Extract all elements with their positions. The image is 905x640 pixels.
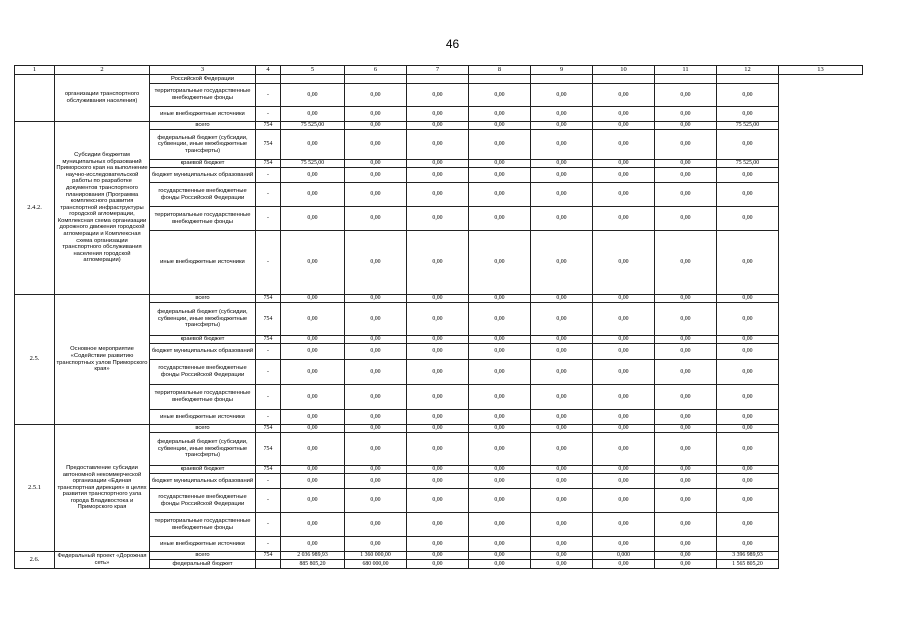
amount-cell: 0,00: [717, 84, 779, 107]
amount-cell: 0,00: [281, 360, 345, 385]
grbs-code: -: [256, 513, 281, 537]
amount-cell: 885 805,20: [281, 560, 345, 569]
amount-cell: 0,00: [345, 344, 407, 360]
amount-cell: 0,00: [281, 107, 345, 122]
amount-cell: 0,00: [407, 474, 469, 489]
funding-source: бюджет муниципальных образований: [150, 168, 256, 183]
amount-cell: 0,00: [407, 160, 469, 168]
amount-cell: 0,00: [593, 385, 655, 410]
amount-cell: 0,00: [655, 303, 717, 336]
amount-cell: 0,00: [469, 231, 531, 295]
grbs-code: 754: [256, 466, 281, 474]
funding-source: федеральный бюджет (субсидии, субвенции, иные межбюджетные трансферты): [150, 433, 256, 466]
amount-cell: 0,00: [281, 466, 345, 474]
amount-cell: 680 000,00: [345, 560, 407, 569]
amount-cell: 0,00: [531, 303, 593, 336]
funding-source: бюджет муниципальных образований: [150, 344, 256, 360]
grbs-code: 754: [256, 425, 281, 433]
amount-cell: 0,00: [655, 433, 717, 466]
section-name: Федеральный проект «Дорожная сеть»: [55, 552, 150, 569]
funding-source: территориальные государственные внебюджетные фонды: [150, 207, 256, 231]
amount-cell: 0,00: [593, 474, 655, 489]
amount-cell: 1 360 000,00: [345, 552, 407, 560]
amount-cell: 0,00: [655, 466, 717, 474]
amount-cell: 0,00: [345, 433, 407, 466]
amount-cell: 0,00: [593, 295, 655, 303]
section-name: Субсидии бюджетам муниципальных образований Приморского края на выполнение научно-исследовательской работы по разработке документов транспортного планирования (Программа комплексного развития транспортной инфраструктуры городской агломерации, Комплексная схема организации дорожного движения городской агломерации и Комплексная схема организации транспортного обслуживания населения городской агломерации): [55, 122, 150, 295]
amount-cell: 0,00: [531, 231, 593, 295]
amount-cell: 0,00: [407, 84, 469, 107]
grbs-code: -: [256, 168, 281, 183]
amount-cell: 0,00: [531, 552, 593, 560]
amount-cell: 0,00: [407, 130, 469, 160]
amount-cell: 0,00: [531, 107, 593, 122]
amount-cell: [407, 75, 469, 84]
amount-cell: 0,00: [655, 130, 717, 160]
amount-cell: 0,00: [407, 336, 469, 344]
amount-cell: 0,00: [655, 84, 717, 107]
amount-cell: 0,00: [717, 410, 779, 425]
amount-cell: 0,00: [469, 560, 531, 569]
budget-table: [14, 65, 863, 569]
grbs-code: -: [256, 231, 281, 295]
amount-cell: 0,00: [469, 160, 531, 168]
amount-cell: 0,00: [407, 344, 469, 360]
amount-cell: 0,00: [345, 183, 407, 207]
amount-cell: 0,00: [407, 207, 469, 231]
amount-cell: 0,00: [531, 537, 593, 552]
grbs-code: -: [256, 107, 281, 122]
grbs-code: -: [256, 537, 281, 552]
column-header: 8: [469, 66, 531, 75]
amount-cell: 0,00: [717, 295, 779, 303]
amount-cell: 0,00: [469, 183, 531, 207]
grbs-code: -: [256, 385, 281, 410]
amount-cell: 0,00: [531, 130, 593, 160]
amount-cell: 0,00: [717, 425, 779, 433]
funding-source: федеральный бюджет (субсидии, субвенции, иные межбюджетные трансферты): [150, 303, 256, 336]
amount-cell: 75 525,00: [281, 122, 345, 130]
amount-cell: [281, 75, 345, 84]
section-code: 2.6.: [15, 552, 55, 569]
amount-cell: 0,00: [407, 360, 469, 385]
amount-cell: 0,00: [407, 168, 469, 183]
amount-cell: 0,00: [345, 513, 407, 537]
amount-cell: 0,00: [717, 344, 779, 360]
amount-cell: 0,00: [593, 160, 655, 168]
column-header: 2: [55, 66, 150, 75]
amount-cell: 0,00: [655, 160, 717, 168]
amount-cell: 0,00: [345, 385, 407, 410]
grbs-code: 754: [256, 295, 281, 303]
funding-source: всего: [150, 425, 256, 433]
page-number: 46: [445, 37, 460, 51]
amount-cell: 0,00: [281, 425, 345, 433]
grbs-code: -: [256, 183, 281, 207]
funding-source: территориальные государственные внебюджетные фонды: [150, 385, 256, 410]
amount-cell: 0,00: [593, 336, 655, 344]
amount-cell: 0,00: [717, 130, 779, 160]
column-header: 4: [256, 66, 281, 75]
amount-cell: 0,00: [469, 489, 531, 513]
grbs-code: 754: [256, 122, 281, 130]
header-row: [15, 66, 863, 75]
amount-cell: 0,00: [655, 183, 717, 207]
amount-cell: 0,00: [407, 433, 469, 466]
amount-cell: 0,00: [345, 410, 407, 425]
grbs-code: 754: [256, 303, 281, 336]
amount-cell: 0,00: [281, 513, 345, 537]
amount-cell: 0,00: [281, 433, 345, 466]
amount-cell: 0,00: [655, 295, 717, 303]
grbs-code: 754: [256, 552, 281, 560]
amount-cell: 0,00: [655, 122, 717, 130]
amount-cell: 0,00: [593, 360, 655, 385]
amount-cell: 0,00: [469, 122, 531, 130]
amount-cell: 0,00: [469, 295, 531, 303]
amount-cell: 0,00: [717, 537, 779, 552]
amount-cell: 0,00: [593, 537, 655, 552]
funding-source: государственные внебюджетные фонды Российской Федерации: [150, 360, 256, 385]
amount-cell: 0,00: [655, 513, 717, 537]
amount-cell: 0,00: [717, 231, 779, 295]
table-row: [15, 122, 863, 130]
funding-source: государственные внебюджетные фонды Российской Федерации: [150, 183, 256, 207]
grbs-code: 754: [256, 336, 281, 344]
amount-cell: 0,00: [593, 183, 655, 207]
amount-cell: 0,00: [717, 107, 779, 122]
amount-cell: 0,00: [345, 537, 407, 552]
section-code: 2.5.1: [15, 425, 55, 552]
grbs-code: 754: [256, 433, 281, 466]
amount-cell: 0,00: [407, 537, 469, 552]
amount-cell: 0,00: [469, 466, 531, 474]
amount-cell: 0,00: [593, 130, 655, 160]
amount-cell: 0,00: [469, 207, 531, 231]
amount-cell: 0,00: [717, 207, 779, 231]
column-header: 9: [531, 66, 593, 75]
table-row: [15, 552, 863, 560]
amount-cell: 0,00: [593, 489, 655, 513]
amount-cell: 0,00: [655, 552, 717, 560]
table-row: [15, 75, 863, 84]
amount-cell: 0,00: [717, 303, 779, 336]
funding-source: всего: [150, 295, 256, 303]
amount-cell: 0,00: [531, 84, 593, 107]
amount-cell: 0,00: [655, 344, 717, 360]
funding-source: иные внебюджетные источники: [150, 107, 256, 122]
amount-cell: 0,00: [593, 425, 655, 433]
amount-cell: 0,00: [469, 84, 531, 107]
column-header: 6: [345, 66, 407, 75]
amount-cell: 0,00: [531, 344, 593, 360]
amount-cell: 0,00: [469, 552, 531, 560]
amount-cell: 75 525,00: [717, 160, 779, 168]
amount-cell: 0,00: [593, 231, 655, 295]
amount-cell: 0,00: [655, 537, 717, 552]
grbs-code: -: [256, 474, 281, 489]
funding-source: иные внебюджетные источники: [150, 231, 256, 295]
amount-cell: 0,00: [593, 207, 655, 231]
amount-cell: 0,00: [655, 560, 717, 569]
amount-cell: 0,00: [655, 489, 717, 513]
amount-cell: 0,00: [407, 466, 469, 474]
amount-cell: [345, 75, 407, 84]
amount-cell: 0,00: [469, 130, 531, 160]
section-name: организации транспортного обслуживания населения): [55, 75, 150, 122]
amount-cell: 0,00: [717, 168, 779, 183]
column-header: 5: [281, 66, 345, 75]
amount-cell: 3 396 989,93: [717, 552, 779, 560]
amount-cell: 1 565 805,20: [717, 560, 779, 569]
table-row: [15, 425, 863, 433]
amount-cell: 0,00: [345, 84, 407, 107]
amount-cell: 0,00: [345, 466, 407, 474]
amount-cell: 0,00: [469, 168, 531, 183]
grbs-code: -: [256, 410, 281, 425]
amount-cell: 0,00: [281, 537, 345, 552]
amount-cell: 0,00: [655, 336, 717, 344]
amount-cell: 0,00: [345, 295, 407, 303]
amount-cell: 0,00: [281, 168, 345, 183]
amount-cell: 0,00: [469, 336, 531, 344]
amount-cell: [593, 75, 655, 84]
amount-cell: 0,00: [531, 168, 593, 183]
amount-cell: 0,00: [345, 168, 407, 183]
funding-source: всего: [150, 552, 256, 560]
amount-cell: 0,00: [531, 122, 593, 130]
amount-cell: 0,00: [281, 474, 345, 489]
amount-cell: 0,00: [407, 303, 469, 336]
amount-cell: 0,00: [655, 410, 717, 425]
amount-cell: 0,00: [345, 107, 407, 122]
amount-cell: 0,00: [407, 107, 469, 122]
amount-cell: 0,00: [531, 207, 593, 231]
funding-source: федеральный бюджет (субсидии, субвенции, иные межбюджетные трансферты): [150, 130, 256, 160]
funding-source: территориальные государственные внебюджетные фонды: [150, 84, 256, 107]
amount-cell: 0,00: [593, 107, 655, 122]
amount-cell: 0,00: [469, 433, 531, 466]
amount-cell: 0,00: [469, 385, 531, 410]
grbs-code: -: [256, 344, 281, 360]
amount-cell: 0,00: [655, 107, 717, 122]
amount-cell: 0,00: [531, 360, 593, 385]
amount-cell: 0,00: [345, 160, 407, 168]
grbs-code: -: [256, 360, 281, 385]
amount-cell: 0,00: [469, 474, 531, 489]
amount-cell: 0,00: [281, 336, 345, 344]
amount-cell: 0,00: [655, 168, 717, 183]
grbs-code: 754: [256, 130, 281, 160]
amount-cell: 0,00: [345, 336, 407, 344]
amount-cell: 75 525,00: [281, 160, 345, 168]
amount-cell: 0,00: [345, 425, 407, 433]
amount-cell: 0,00: [593, 344, 655, 360]
funding-source: краевой бюджет: [150, 160, 256, 168]
amount-cell: 0,00: [281, 295, 345, 303]
amount-cell: 0,00: [717, 489, 779, 513]
funding-source: Российской Федерации: [150, 75, 256, 84]
amount-cell: 0,00: [407, 385, 469, 410]
amount-cell: 0,00: [281, 183, 345, 207]
amount-cell: 0,00: [469, 425, 531, 433]
amount-cell: 0,00: [407, 560, 469, 569]
grbs-code: [256, 75, 281, 84]
funding-source: краевой бюджет: [150, 336, 256, 344]
amount-cell: 0,00: [531, 513, 593, 537]
amount-cell: 0,000: [593, 552, 655, 560]
amount-cell: 0,00: [407, 425, 469, 433]
amount-cell: 0,00: [407, 231, 469, 295]
grbs-code: -: [256, 207, 281, 231]
section-code: 2.4.2.: [15, 122, 55, 295]
funding-source: федеральный бюджет: [150, 560, 256, 569]
amount-cell: 0,00: [281, 385, 345, 410]
amount-cell: [717, 75, 779, 84]
amount-cell: 0,00: [281, 344, 345, 360]
amount-cell: 0,00: [717, 336, 779, 344]
funding-source: всего: [150, 122, 256, 130]
amount-cell: 0,00: [593, 433, 655, 466]
amount-cell: 0,00: [717, 433, 779, 466]
amount-cell: 0,00: [593, 410, 655, 425]
amount-cell: [655, 75, 717, 84]
amount-cell: 0,00: [281, 130, 345, 160]
amount-cell: 0,00: [531, 410, 593, 425]
amount-cell: 0,00: [469, 344, 531, 360]
amount-cell: 0,00: [281, 231, 345, 295]
amount-cell: 0,00: [469, 513, 531, 537]
amount-cell: 0,00: [655, 474, 717, 489]
section-code: [15, 75, 55, 122]
column-header: 3: [150, 66, 256, 75]
amount-cell: 0,00: [345, 130, 407, 160]
amount-cell: 0,00: [407, 552, 469, 560]
amount-cell: 0,00: [531, 295, 593, 303]
amount-cell: 0,00: [407, 295, 469, 303]
amount-cell: 0,00: [531, 560, 593, 569]
amount-cell: 2 036 989,93: [281, 552, 345, 560]
funding-source: краевой бюджет: [150, 466, 256, 474]
amount-cell: 0,00: [345, 303, 407, 336]
amount-cell: 0,00: [717, 360, 779, 385]
amount-cell: 0,00: [469, 107, 531, 122]
amount-cell: 75 525,00: [717, 122, 779, 130]
amount-cell: 0,00: [593, 84, 655, 107]
amount-cell: 0,00: [407, 122, 469, 130]
amount-cell: 0,00: [281, 410, 345, 425]
amount-cell: 0,00: [531, 336, 593, 344]
amount-cell: 0,00: [531, 433, 593, 466]
section-name: Основное мероприятие «Содействие развитию транспортных узлов Приморского края»: [55, 295, 150, 425]
amount-cell: 0,00: [469, 537, 531, 552]
column-header: 12: [717, 66, 779, 75]
funding-source: бюджет муниципальных образований: [150, 474, 256, 489]
amount-cell: 0,00: [281, 84, 345, 107]
amount-cell: 0,00: [593, 560, 655, 569]
amount-cell: 0,00: [655, 207, 717, 231]
funding-source: иные внебюджетные источники: [150, 537, 256, 552]
amount-cell: 0,00: [345, 207, 407, 231]
amount-cell: 0,00: [345, 122, 407, 130]
amount-cell: 0,00: [469, 303, 531, 336]
amount-cell: 0,00: [281, 303, 345, 336]
amount-cell: 0,00: [717, 183, 779, 207]
amount-cell: [469, 75, 531, 84]
amount-cell: 0,00: [593, 513, 655, 537]
amount-cell: 0,00: [345, 360, 407, 385]
amount-cell: 0,00: [345, 231, 407, 295]
amount-cell: 0,00: [717, 466, 779, 474]
amount-cell: 0,00: [281, 489, 345, 513]
column-header: 10: [593, 66, 655, 75]
amount-cell: 0,00: [531, 489, 593, 513]
amount-cell: 0,00: [593, 168, 655, 183]
grbs-code: -: [256, 84, 281, 107]
section-name: Предоставление субсидии автономной некоммерческой организации «Единая транспортная дирекция» в целях развития транспортного узла города Владивостока и Приморского края: [55, 425, 150, 552]
amount-cell: 0,00: [717, 385, 779, 410]
section-code: 2.5.: [15, 295, 55, 425]
funding-source: территориальные государственные внебюджетные фонды: [150, 513, 256, 537]
column-header: 1: [15, 66, 55, 75]
amount-cell: 0,00: [345, 489, 407, 513]
amount-cell: 0,00: [531, 425, 593, 433]
funding-source: иные внебюджетные источники: [150, 410, 256, 425]
funding-source: государственные внебюджетные фонды Российской Федерации: [150, 489, 256, 513]
amount-cell: 0,00: [407, 183, 469, 207]
amount-cell: [531, 75, 593, 84]
amount-cell: 0,00: [593, 303, 655, 336]
amount-cell: 0,00: [717, 513, 779, 537]
table-row: [15, 295, 863, 303]
amount-cell: 0,00: [407, 489, 469, 513]
grbs-code: -: [256, 489, 281, 513]
amount-cell: 0,00: [281, 207, 345, 231]
amount-cell: 0,00: [655, 360, 717, 385]
amount-cell: 0,00: [407, 513, 469, 537]
amount-cell: 0,00: [593, 466, 655, 474]
amount-cell: 0,00: [655, 231, 717, 295]
amount-cell: 0,00: [345, 474, 407, 489]
column-header: 11: [655, 66, 717, 75]
amount-cell: 0,00: [469, 410, 531, 425]
amount-cell: 0,00: [593, 122, 655, 130]
column-header: 7: [407, 66, 469, 75]
column-header: 13: [779, 66, 863, 75]
amount-cell: 0,00: [531, 385, 593, 410]
amount-cell: 0,00: [469, 360, 531, 385]
amount-cell: 0,00: [531, 474, 593, 489]
amount-cell: 0,00: [531, 160, 593, 168]
amount-cell: 0,00: [407, 410, 469, 425]
grbs-code: 754: [256, 160, 281, 168]
amount-cell: 0,00: [531, 183, 593, 207]
amount-cell: 0,00: [717, 474, 779, 489]
amount-cell: 0,00: [655, 425, 717, 433]
amount-cell: 0,00: [531, 466, 593, 474]
amount-cell: 0,00: [655, 385, 717, 410]
grbs-code: [256, 560, 281, 569]
